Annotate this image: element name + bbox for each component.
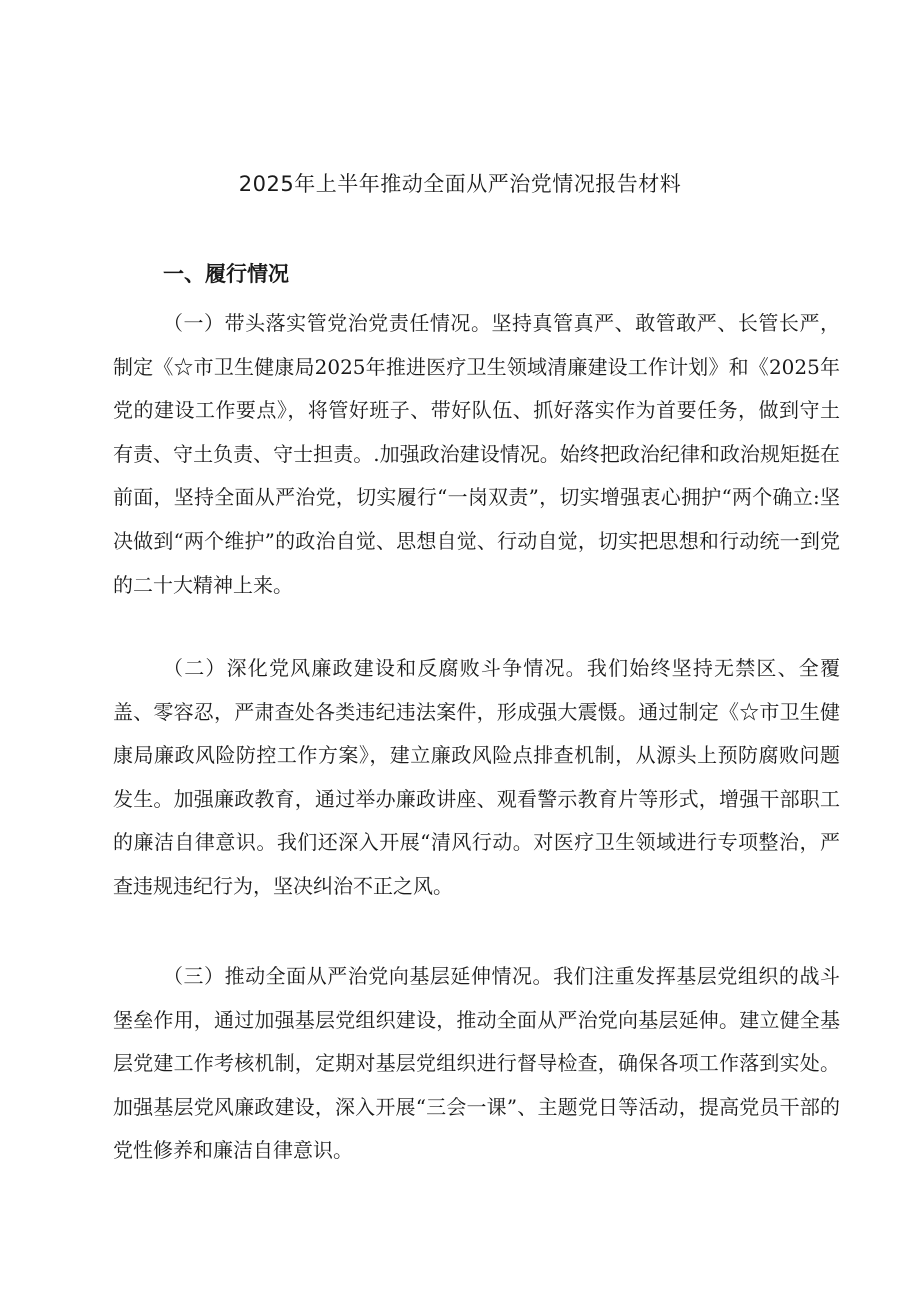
paragraph-anti-corruption: （二）深化党风廉政建设和反腐败斗争情况。我们始终坚持无禁区、全覆盖、零容忍，严肃查处各类违纪违法案件，形成强大震慑。通过制定《☆市卫生健康局廉政风险防控工作方案》，建立廉政风险点排查机制，从源头上预防腐败问题发生。加强廉政教育，通过举办廉政讲座、观看警示教育片等形式，增强干部职工的廉洁自律意识。我们还深入开展“清风行动。对医疗卫生领域进行专项整治，严查违规违纪行为，坚决纠治不正之风。: [113, 656, 840, 898]
paragraph-responsibility: （一）带头落实管党治党责任情况。坚持真管真严、敢管敢严、长管长严，制定《☆市卫生健康局2025年推进医疗卫生领域清廉建设工作计划》和《2025年党的建设工作要点》，将管好班子、带好队伍、抓好落实作为首要任务，做到守土有责、守土负责、守士担责。.加强政治建设情况。始终把政治纪律和政治规矩挺在前面，坚持全面从严治党，切实履行“一岗双责”，切实增强衷心拥护“两个确立:坚决做到“两个维护”的政治自觉、思想自觉、行动自觉，切实把思想和行动统一到党的二十大精神上来。: [113, 311, 840, 597]
document-title: 2025年上半年推动全面从严治党情况报告材料: [238, 172, 682, 196]
paragraph-grassroots: （三）推动全面从严治党向基层延伸情况。我们注重发挥基层党组织的战斗堡垒作用，通过加强基层党组织建设，推动全面从严治党向基层延伸。建立健全基层党建工作考核机制，定期对基层党组织进行督导检查，确保各项工作落到实处。加强基层党风廉政建设，深入开展“三会一课”、主题党日等活动，提高党员干部的党性修养和廉洁自律意识。: [113, 964, 840, 1163]
section-heading: 一、履行情况: [163, 262, 289, 286]
